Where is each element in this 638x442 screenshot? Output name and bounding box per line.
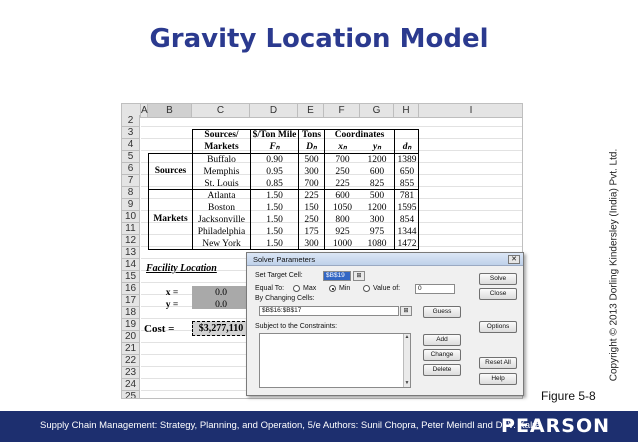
tons-value[interactable]: 225 [304,191,319,201]
row-header-7[interactable]: 7 [122,175,140,187]
column-header-c[interactable]: C [192,104,250,118]
y-value-cell[interactable]: 0.0 [215,300,227,310]
row-header-19[interactable]: 19 [122,319,140,331]
group-divider-top [148,153,192,154]
cost-value-cell[interactable]: $3,277,110 [192,321,250,336]
row-header-9[interactable]: 9 [122,199,140,211]
header-coordinates[interactable]: Coordinates [334,130,385,140]
y-coordinate[interactable]: 500 [369,191,385,201]
distance-value[interactable]: 1595 [397,203,417,213]
solve-button[interactable]: Solve [479,273,517,285]
distance-value[interactable]: 781 [399,191,415,201]
y-coordinate[interactable]: 300 [369,215,385,225]
target-cell-label: Set Target Cell: [255,272,303,279]
constraints-scrollbar[interactable] [403,334,410,387]
group-divider-bottom [148,249,192,250]
equal-to-label: Equal To: [255,285,285,292]
x-label[interactable]: x = [165,288,179,298]
radio-max-label: Max [303,285,317,292]
x-coordinate[interactable]: 800 [335,215,350,225]
y-coordinate[interactable]: 975 [369,227,385,237]
rate-value[interactable]: 0.85 [266,179,283,189]
constraints-list[interactable] [259,333,411,388]
radio-min[interactable] [329,285,336,292]
row-header-17[interactable]: 17 [122,295,140,307]
y-coordinate[interactable]: 1200 [367,203,387,213]
rate-value[interactable]: 0.95 [266,167,283,177]
row-header-4[interactable]: 4 [122,139,140,151]
row-header-18[interactable]: 18 [122,307,140,319]
tons-value[interactable]: 300 [304,167,319,177]
grid-row [141,115,523,127]
options-button[interactable]: Options [479,321,517,333]
changing-cells-ref-button[interactable]: ⊞ [400,306,412,316]
y-coordinate[interactable]: 1080 [367,239,387,249]
header-sources[interactable]: Sources/ [204,130,239,140]
dialog-titlebar[interactable] [247,253,523,266]
x-coordinate[interactable]: 1050 [333,203,352,213]
dialog-title: Solver Parameters [253,255,316,264]
distance-value[interactable]: 650 [399,167,415,177]
tons-value[interactable]: 175 [304,227,319,237]
header-tons-symbol[interactable]: Dₙ [306,142,317,152]
target-cell-ref-button[interactable]: ⊞ [353,271,365,281]
guess-button[interactable]: Guess [423,306,461,318]
header-rate-symbol[interactable]: Fₙ [269,142,280,152]
figure-label: Figure 5-8 [541,389,596,403]
header-rate[interactable]: $/Ton Mile [252,130,297,140]
location-name[interactable]: Philadelphia [197,227,246,237]
rate-value[interactable]: 1.50 [266,215,283,225]
row-header-5[interactable]: 5 [122,151,140,163]
location-name[interactable]: Atlanta [207,191,236,201]
row-header-10[interactable]: 10 [122,211,140,223]
y-coordinate[interactable]: 825 [369,179,385,189]
scroll-down-icon[interactable]: ▼ [404,380,410,386]
footer-credit: Supply Chain Management: Strategy, Planning, and Operation, 5/e Authors: Sunil Chopra, Peter Meindl and D. V. Kalra [40,420,541,431]
column-header-d[interactable]: D [250,104,298,118]
rate-value[interactable]: 1.50 [266,227,283,237]
tons-value[interactable]: 150 [304,203,319,213]
row-header-16[interactable]: 16 [122,283,140,295]
distance-value[interactable]: 854 [399,215,415,225]
x-coordinate[interactable]: 700 [335,155,350,165]
header-y-symbol[interactable]: yₙ [372,142,381,152]
rate-value[interactable]: 1.50 [266,239,283,249]
constraints-label: Subject to the Constraints: [255,323,338,330]
distance-value[interactable]: 1472 [397,239,417,249]
y-coordinate[interactable]: 1200 [367,155,387,165]
row-header-24[interactable]: 24 [122,379,140,391]
row-header-25[interactable]: 25 [122,391,140,399]
row-header-15[interactable]: 15 [122,271,140,283]
column-header-f[interactable]: F [324,104,360,118]
solver-parameters-dialog [246,252,524,396]
y-label[interactable]: y = [165,300,179,310]
radio-value-of-label: Value of: [373,285,401,292]
row-header-21[interactable]: 21 [122,343,140,355]
rate-value[interactable]: 1.50 [266,191,283,201]
y-coordinate[interactable]: 600 [369,167,385,177]
changing-cells-label: By Changing Cells: [255,295,315,302]
radio-value-of[interactable] [363,285,370,292]
column-header-e[interactable]: E [298,104,324,118]
footer-bar [0,411,638,442]
row-header-8[interactable]: 8 [122,187,140,199]
x-coordinate[interactable]: 925 [335,227,350,237]
row-header-6[interactable]: 6 [122,163,140,175]
rate-value[interactable]: 0.90 [266,155,283,165]
header-d-symbol[interactable]: dₙ [402,142,412,152]
header-markets[interactable]: Markets [204,142,239,152]
rate-value[interactable]: 1.50 [266,203,283,213]
tons-value[interactable]: 500 [304,155,319,165]
tons-value[interactable]: 300 [304,239,319,249]
column-header-g[interactable]: G [360,104,394,118]
group-label-markets[interactable]: Markets [153,214,188,224]
x-coordinate[interactable]: 600 [335,191,350,201]
copyright-text: Copyright © 2013 Dorling Kindersley (India) Pvt. Ltd. [608,148,620,382]
tons-value[interactable]: 250 [304,215,319,225]
column-header-i[interactable]: I [419,104,523,118]
reset-all-button[interactable]: Reset All [479,357,517,369]
location-name[interactable]: St. Louis [204,179,239,189]
row-header-20[interactable]: 20 [122,331,140,343]
cost-label[interactable]: Cost = [144,323,175,335]
location-name[interactable]: Jacksonville [198,215,245,225]
copyright-notice [596,150,632,380]
x-value-cell[interactable]: 0.0 [215,288,227,298]
scroll-up-icon[interactable]: ▲ [404,334,410,340]
row-header-23[interactable]: 23 [122,367,140,379]
header-x-symbol[interactable]: xₙ [338,142,347,152]
location-name[interactable]: Buffalo [207,155,236,165]
distance-value[interactable]: 1389 [397,155,417,165]
location-name[interactable]: New York [202,239,241,249]
header-tons[interactable]: Tons [301,130,322,140]
row-header-13[interactable]: 13 [122,247,140,259]
x-coordinate[interactable]: 225 [335,179,350,189]
slide-title: Gravity Location Model [149,24,489,54]
distance-value[interactable]: 1344 [397,227,417,237]
x-coordinate[interactable]: 1000 [333,239,352,249]
column-header-b[interactable]: B [148,104,192,118]
row-header-12[interactable]: 12 [122,235,140,247]
row-header-11[interactable]: 11 [122,223,140,235]
radio-min-label: Min [339,285,351,292]
group-label-sources[interactable]: Sources [154,166,187,176]
value-of-input[interactable]: 0 [415,284,455,294]
row-header-22[interactable]: 22 [122,355,140,367]
tons-value[interactable]: 700 [304,179,319,189]
publisher-logo: PEARSON [501,415,610,437]
row-header-3[interactable]: 3 [122,127,140,139]
facility-location-title[interactable]: Facility Location [146,263,217,274]
help-button[interactable]: Help [479,373,517,385]
location-name[interactable]: Boston [208,203,235,213]
x-coordinate[interactable]: 250 [335,167,350,177]
target-cell-input[interactable]: $B$19 [323,271,351,281]
row-header-14[interactable]: 14 [122,259,140,271]
column-header-h[interactable]: H [394,104,419,118]
delete-button[interactable]: Delete [423,364,461,376]
distance-value[interactable]: 855 [399,179,415,189]
change-button[interactable]: Change [423,349,461,361]
close-button[interactable]: Close [479,288,517,300]
add-button[interactable]: Add [423,334,461,346]
location-name[interactable]: Memphis [203,167,240,177]
dialog-close-button[interactable]: ✕ [508,255,520,264]
changing-cells-input[interactable]: $B$16:$B$17 [259,306,399,316]
column-header-a[interactable]: A [141,105,148,116]
radio-max[interactable] [293,285,300,292]
row-header-2[interactable]: 2 [122,115,140,127]
